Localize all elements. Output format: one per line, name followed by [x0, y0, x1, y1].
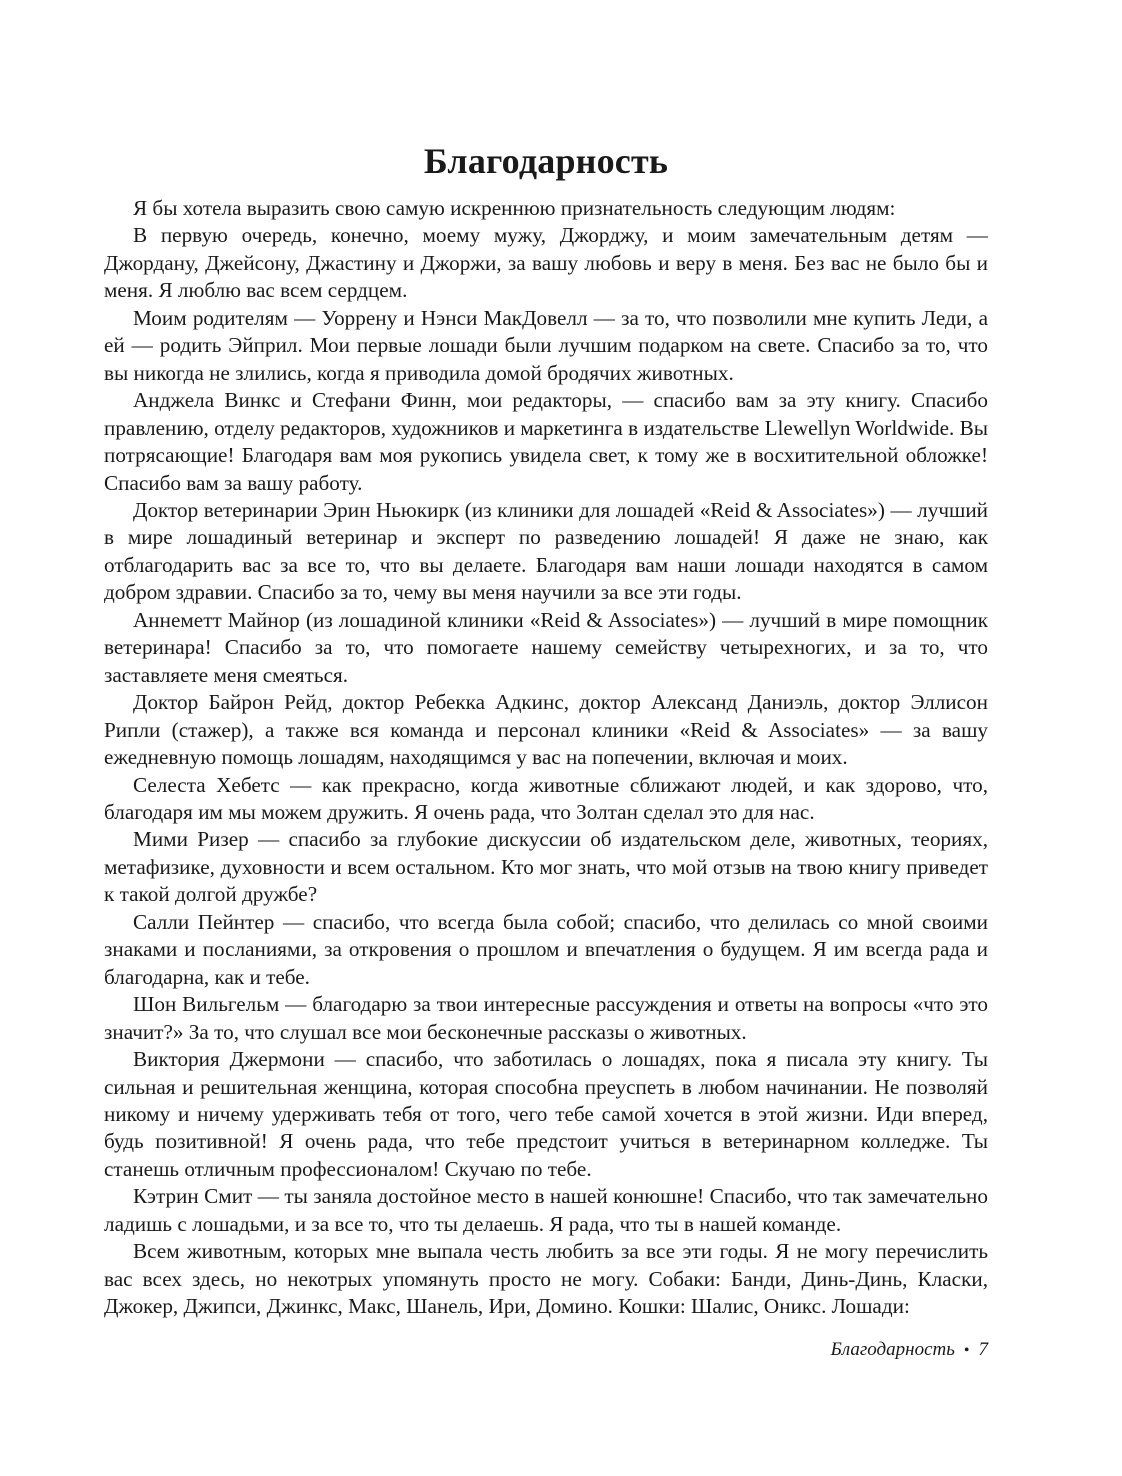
paragraph: Мими Ризер — спасибо за глубокие дискуссии об издательском деле, животных, теориях, метафизике, духовности и всем остальном. Кто мог знать, что мой отзыв на твою книгу приведет к такой долгой дружбе?: [104, 827, 988, 907]
paragraph: Моим родителям — Уоррену и Нэнси МакДовелл — за то, что позволили мне купить Леди, а ей — родить Эйприл. Мои первые лошади были лучшим подарком на свете. Спасибо за то, что вы никогда не злились, когда я приводила домой бродячих животных.: [104, 305, 988, 385]
book-page: [104, 0, 988, 1476]
paragraph: Салли Пейнтер — спасибо, что всегда была собой; спасибо, что делилась со мной своими знаками и посланиями, за откровения о прошлом и впечатления о будущем. Я им всегда рада и благодарна, как и тебе.: [104, 909, 988, 989]
page-footer: [831, 1338, 988, 1363]
paragraph: Кэтрин Смит — ты заняла достойное место в нашей конюшне! Спасибо, что так замечательно ладишь с лошадьми, и за все то, что ты делаешь. Я рада, что ты в нашей команде.: [104, 1184, 988, 1236]
page-title: Благодарность: [423, 141, 669, 182]
paragraph: Селеста Хебетс — как прекрасно, когда животные сближают людей, и как здорово, что, благодаря им мы можем дружить. Я очень рада, что Золтан сделал это для нас.: [104, 772, 988, 824]
bullet-separator: •: [963, 1342, 970, 1359]
paragraph: Доктор ветеринарии Эрин Ньюкирк (из клиники для лошадей «Reid & Associates») — лучший в мире лошадиный ветеринар и эксперт по разведению лошадей! Я даже не знаю, как отблагодарить вас за все то, что вы делаете. Благодаря вам наши лошади находятся в самом добром здравии. Спасибо за то, чему вы меня научили за все эти годы.: [104, 497, 988, 605]
paragraph: Я бы хотела выразить свою самую искреннюю признательность следующим людям:: [133, 196, 896, 220]
paragraph: Шон Вильгельм — благодарю за твои интересные рассуждения и ответы на вопросы «что это значит?» За то, что слушал все мои бесконечные рассказы о животных.: [104, 992, 988, 1044]
paragraph: Всем животным, которых мне выпала честь любить за все эти годы. Я не могу перечислить вас всех здесь, но некотрых упомянуть просто не могу. Собаки: Банди, Динь-Динь, Класки, Джокер, Джипси, Джинкс, Макс, Шанель, Ири, Домино. Кошки: Шалис, Оникс. Лошади:: [104, 1239, 988, 1319]
acknowledgements-body: [104, 195, 988, 1321]
running-title: Благодарность: [830, 1339, 955, 1360]
paragraph: Виктория Джермони — спасибо, что заботилась о лошадях, пока я писала эту книгу. Ты сильная и решительная женщина, которая способна преуспеть в любом начинании. Не позволяй никому и ничему удерживать тебя от того, чего тебе самой хочется в этой жизни. Иди вперед, будь позитивной! Я очень рада, что тебе предстоит учиться в ветеринарном колледже. Ты станешь отличным профессионалом! Скучаю по тебе.: [104, 1047, 988, 1181]
paragraph: Доктор Байрон Рейд, доктор Ребекка Адкинс, доктор Александ Даниэль, доктор Эллисон Рипли (стажер), а также вся команда и персонал клиники «Reid & Associates» — за вашу ежедневную помощь лошадям, находящимся у вас на попечении, включая и моих.: [104, 690, 988, 770]
page-number: 7: [978, 1339, 988, 1360]
paragraph: Анджела Винкс и Стефани Финн, мои редакторы, — спасибо вам за эту книгу. Спасибо правлению, отделу редакторов, художников и маркетинга в издательстве Llewellyn Worldwide. Вы потрясающие! Благодаря вам моя рукопись увидела свет, к тому же в восхитительной обложке! Спасибо вам за вашу работу.: [104, 388, 988, 495]
paragraph: В первую очередь, конечно, моему мужу, Джорджу, и моим замечательным детям — Джордану, Джейсону, Джастину и Джоржи, за вашу любовь и веру в меня. Без вас не было бы и меня. Я люблю вас всем сердцем.: [104, 223, 988, 303]
paragraph: Аннеметт Майнор (из лошадиной клиники «Reid & Associates») — лучший в мире помощник ветеринара! Спасибо за то, что помогаете нашему семейству четырехногих, и за то, что заставляете меня смеяться.: [104, 607, 988, 687]
